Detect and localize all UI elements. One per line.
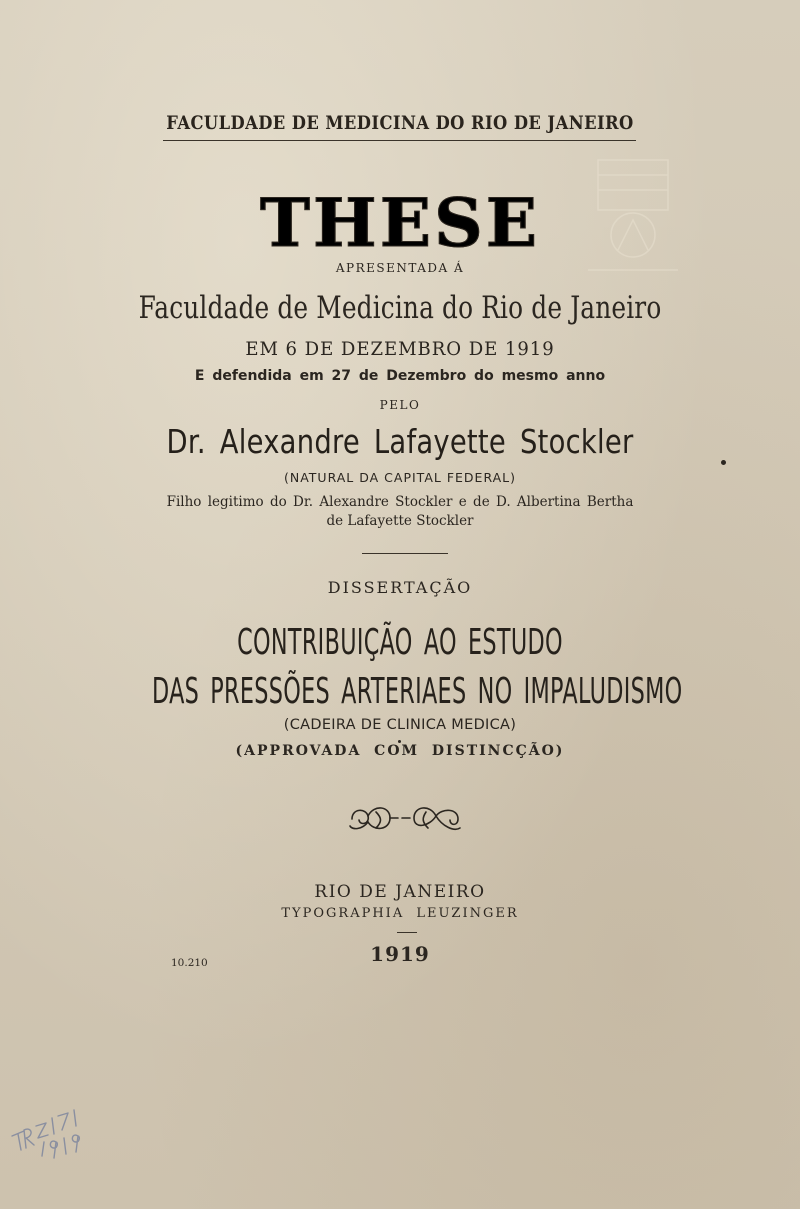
ink-speck — [721, 460, 726, 465]
these-heading-text: THESE — [259, 184, 541, 262]
section-divider — [362, 553, 448, 554]
handwritten-shelfmark — [8, 1098, 98, 1168]
defense-date: E defendida em 27 de Dezembro do mesmo anno — [194, 368, 606, 384]
these-heading — [0, 184, 800, 262]
faculty-name: Faculdade de Medicina do Rio de Janeiro — [138, 290, 662, 326]
approval-note: (APPROVADA COM DISTINCÇÃO) — [235, 743, 565, 759]
thesis-title-line-2: DAS PRESSÕES ARTERIAES NO IMPALUDISMO — [152, 671, 683, 712]
author-origin: (NATURAL DA CAPITAL FEDERAL) — [283, 470, 517, 485]
header-rule — [163, 140, 636, 141]
ink-speck — [398, 740, 401, 743]
ornament-icon — [346, 800, 466, 838]
chair-subject: (CADEIRA DE CLINICA MEDICA) — [283, 717, 517, 733]
publication-year: 1919 — [370, 942, 430, 966]
faculty-header: FACULDADE DE MEDICINA DO RIO DE JANEIRO — [166, 112, 634, 134]
author-name: Dr. Alexandre Lafayette Stockler — [166, 422, 634, 461]
author-parents-line-2: de Lafayette Stockler — [326, 513, 474, 529]
printer-name: TYPOGRAPHIA LEUZINGER — [281, 906, 519, 921]
dissertation-label: DISSERTAÇÃO — [327, 578, 473, 597]
year-rule — [397, 932, 417, 933]
thesis-title-line-1: CONTRIBUIÇÃO AO ESTUDO — [237, 622, 563, 663]
publication-city: RIO DE JANEIRO — [314, 882, 486, 902]
by-label: PELO — [379, 398, 421, 412]
catalog-number: 10.210 — [171, 957, 208, 969]
presentation-date: EM 6 DE DEZEMBRO DE 1919 — [245, 338, 555, 360]
author-parents-line-1: Filho legitimo do Dr. Alexandre Stockler e de D. Albertina Bertha — [166, 494, 634, 510]
presented-to-label: APRESENTADA Á — [335, 261, 465, 275]
